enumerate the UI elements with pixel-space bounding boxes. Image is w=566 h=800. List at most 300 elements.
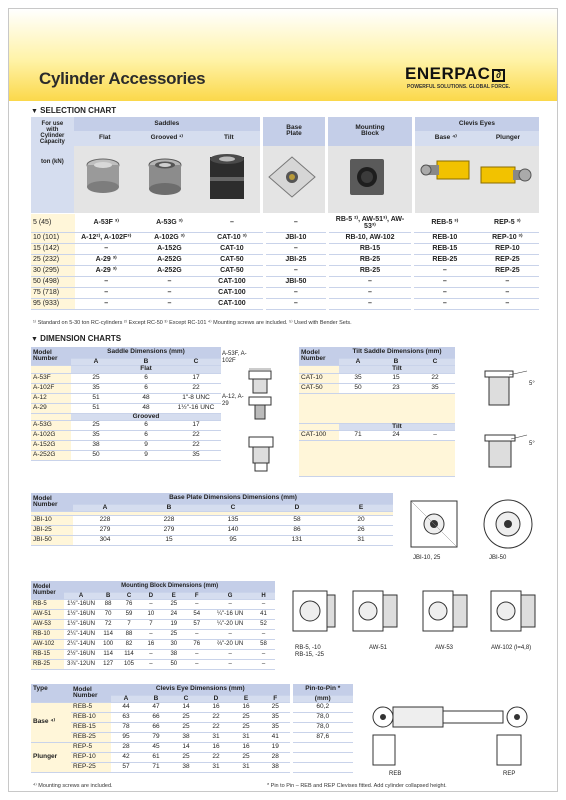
value-cell: – <box>252 629 275 639</box>
selection-cell: – <box>138 287 201 298</box>
value-cell: 35 <box>261 713 291 723</box>
value-cell: 23 <box>377 383 415 393</box>
table-row <box>31 421 221 431</box>
selection-table <box>31 117 539 213</box>
base-plate-dim-title: Base Plate Dimensions Dimensions (mm) <box>73 493 393 504</box>
value-cell: 2½"-16UN <box>64 649 97 659</box>
table-row <box>299 431 455 441</box>
mounting-rb-label-line: RB-5, -10 <box>295 645 321 651</box>
value-cell: 24 <box>377 431 415 441</box>
table-row <box>31 723 353 733</box>
value-cell: 131 <box>265 536 329 546</box>
model-cell: A-29 <box>31 403 71 413</box>
value-cell: 88 <box>98 599 119 609</box>
selection-cell: A-152G <box>138 243 201 254</box>
model-number-head: Model Number <box>31 581 64 599</box>
value-cell: – <box>139 629 162 639</box>
model-cell: A-53F <box>31 373 71 383</box>
selection-cell: CAT-10 ³⁾ <box>201 232 264 243</box>
value-cell: – <box>252 599 275 609</box>
table-row <box>299 373 455 383</box>
col-head: B <box>121 358 171 366</box>
selection-cell: – <box>412 287 475 298</box>
selection-cell: – <box>138 276 201 287</box>
model-cell: A-12 <box>31 393 71 403</box>
value-cell: 304 <box>73 536 137 546</box>
pin-unit-head: (mm) <box>291 695 353 703</box>
value-cell: 2¼"-14UN <box>64 639 97 649</box>
selection-cell: – <box>412 298 475 309</box>
value-cell: 76 <box>185 639 208 649</box>
table-row <box>31 713 353 723</box>
value-cell: 86 <box>265 526 329 536</box>
col-head: B <box>137 504 201 512</box>
value-cell: 22 <box>171 431 221 441</box>
table-row <box>31 753 353 763</box>
model-cell: CAT-10 <box>299 373 339 383</box>
selection-cell: – <box>264 243 327 254</box>
selection-cell: CAT-10 <box>201 243 264 254</box>
value-cell: 61 <box>141 753 171 763</box>
clevis-reb-label: REB <box>389 771 402 777</box>
flat-head: Flat <box>74 131 136 145</box>
mounting-aw53-label: AW-53 <box>435 645 454 651</box>
capacity-head-line: with <box>46 127 59 133</box>
threaded-saddle-drawing <box>245 393 277 423</box>
table-row <box>31 609 275 619</box>
value-cell: 58 <box>252 639 275 649</box>
tilt-subhead: Tilt <box>339 366 455 374</box>
value-cell: 25 <box>171 713 201 723</box>
value-cell: 31 <box>201 763 231 773</box>
value-cell: 19 <box>162 619 185 629</box>
value-cell: 10 <box>139 609 162 619</box>
value-cell: 7 <box>139 619 162 629</box>
model-cell: A-152G <box>31 441 71 451</box>
selection-cell: – <box>75 287 138 298</box>
model-cell: A-252G <box>31 451 71 461</box>
value-cell: 35 <box>261 723 291 733</box>
clevis-footnote-left: ⁴⁾ Mounting screws are included. <box>33 783 113 789</box>
value-cell: 48 <box>121 393 171 403</box>
value-cell: 114 <box>98 649 119 659</box>
capacity-cell: 30 (295) <box>31 265 75 276</box>
value-cell: 71 <box>141 763 171 773</box>
model-number-head: Model Number <box>31 347 71 366</box>
capacity-cell: 25 (232) <box>31 254 75 265</box>
selection-cell: CAT-100 <box>201 276 264 287</box>
capacity-head-unit: ton (kN) <box>41 159 64 165</box>
selection-cell: – <box>476 298 539 309</box>
selection-cell: CAT-50 <box>201 254 264 265</box>
selection-cell: – <box>264 265 327 276</box>
mounting-block-rb-drawing <box>289 585 339 641</box>
value-cell: 25 <box>71 421 121 431</box>
value-cell: 88 <box>119 629 140 639</box>
value-cell: 63 <box>111 713 141 723</box>
grooved-saddle-photo <box>136 146 198 213</box>
selection-cell: A-252G <box>138 254 201 265</box>
capacity-cell: 95 (933) <box>31 298 75 309</box>
col-head: C <box>415 358 455 366</box>
base-plate-drawing-large <box>477 495 539 555</box>
mounting-block-aw53-drawing <box>419 585 473 641</box>
value-cell: 15 <box>137 536 201 546</box>
col-head: A <box>71 358 121 366</box>
model-cell: REP-10 <box>71 753 111 763</box>
value-cell: 20 <box>329 516 393 526</box>
col-head: E <box>231 695 261 703</box>
selection-cell: RB-25 <box>327 265 412 276</box>
selection-rows <box>31 214 539 310</box>
value-cell: 31 <box>329 536 393 546</box>
value-cell: 38 <box>71 441 121 451</box>
model-number-head: Model Number <box>31 493 73 512</box>
value-cell: 82 <box>119 639 140 649</box>
flat-saddle-photo <box>74 146 136 213</box>
model-cell: JBI-50 <box>31 536 73 546</box>
col-head: A <box>64 592 97 599</box>
base-plate-head <box>261 117 326 146</box>
value-cell: 279 <box>73 526 137 536</box>
table-row <box>31 431 221 441</box>
clevis-footnote-right: * Pin to Pin – REB and REP Clevises fitted. Add cylinder collapsed height. <box>267 783 447 789</box>
selection-cell: REB-15 <box>412 243 475 254</box>
selection-cell: RB-25 <box>327 254 412 265</box>
model-cell: REB-5 <box>71 703 111 713</box>
value-cell: 38 <box>162 649 185 659</box>
value-cell: 1½"-16UN <box>64 599 97 609</box>
value-cell: 25 <box>162 599 185 609</box>
model-number-head: Model Number <box>71 684 111 703</box>
value-cell: 1½"-16UN <box>64 619 97 629</box>
model-cell: A-53G <box>31 421 71 431</box>
value-cell: 44 <box>111 703 141 713</box>
base-plate-large-label: JBI-50 <box>489 555 507 561</box>
value-cell: 48 <box>121 403 171 413</box>
model-cell: REP-5 <box>71 743 111 753</box>
col-head: F <box>261 695 291 703</box>
brand-name: ENERPAC <box>405 64 491 83</box>
col-head: C <box>171 695 201 703</box>
model-cell: RB-25 <box>31 659 64 669</box>
enerpac-logo <box>405 64 505 84</box>
col-head: A <box>73 504 137 512</box>
value-cell: 16 <box>231 703 261 713</box>
value-cell: 35 <box>71 431 121 441</box>
selection-cell: A-29 ³⁾ <box>75 265 138 276</box>
value-cell: 35 <box>171 451 221 461</box>
value-cell: – <box>185 649 208 659</box>
selection-cell: RB-5 ²⁾, AW-51³⁾, AW-53³⁾ <box>327 214 412 232</box>
selection-cell: REB-5 ³⁾ <box>412 214 475 232</box>
clevis-eye-dimension-table <box>31 684 353 773</box>
selection-cell: A-53G ³⁾ <box>138 214 201 232</box>
selection-cell: – <box>264 298 327 309</box>
value-cell: – <box>415 431 455 441</box>
pin-cell: 78,0 <box>291 713 353 723</box>
mounting-block-photo <box>327 146 414 213</box>
mounting-block-head-line: Mounting <box>355 123 385 131</box>
selection-cell: RB-10, AW-102 <box>327 232 412 243</box>
value-cell: 228 <box>137 516 201 526</box>
clevis-eyes-head: Clevis Eyes <box>413 117 539 131</box>
selection-cell: – <box>75 298 138 309</box>
capacity-cell: 75 (718) <box>31 287 75 298</box>
value-cell: 28 <box>111 743 141 753</box>
type-cell: Base ⁴⁾ <box>31 703 71 743</box>
value-cell: 42 <box>111 753 141 763</box>
table-row <box>31 403 221 413</box>
value-cell: 9 <box>121 441 171 451</box>
value-cell: – <box>252 649 275 659</box>
grooved-head: Grooved ¹⁾ <box>136 131 198 145</box>
value-cell: 38 <box>171 733 201 743</box>
value-cell: 114 <box>119 649 140 659</box>
col-head: A <box>339 358 377 366</box>
value-cell: 51 <box>71 393 121 403</box>
value-cell: 22 <box>201 753 231 763</box>
value-cell: 22 <box>171 383 221 393</box>
selection-cell: REP-5 ³⁾ <box>476 214 539 232</box>
tilt-dim-title: Tilt Saddle Dimensions (mm) <box>339 347 455 358</box>
col-head: E <box>162 592 185 599</box>
model-cell: RB-10 <box>31 629 64 639</box>
value-cell: – <box>185 659 208 669</box>
type-cell: Plunger <box>31 743 71 773</box>
value-cell: 58 <box>265 516 329 526</box>
value-cell: 50 <box>162 659 185 669</box>
type-head: Type <box>31 684 71 703</box>
value-cell: – <box>185 599 208 609</box>
value-cell: – <box>208 629 252 639</box>
col-head: F <box>185 592 208 599</box>
value-cell: 105 <box>119 659 140 669</box>
model-cell: RB-5 <box>31 599 64 609</box>
value-cell: 52 <box>252 619 275 629</box>
value-cell: 14 <box>171 743 201 753</box>
value-cell: 127 <box>98 659 119 669</box>
table-row <box>31 659 275 669</box>
model-cell: JBI-25 <box>31 526 73 536</box>
col-head: C <box>171 358 221 366</box>
table-row <box>31 383 221 393</box>
selection-cell: RB-15 <box>327 243 412 254</box>
value-cell: 72 <box>98 619 119 629</box>
value-cell: ¼"-20 UN <box>208 619 252 629</box>
pin-cell: 87,6 <box>291 733 353 743</box>
value-cell: 1"-8 UNC <box>171 393 221 403</box>
col-head: D <box>265 504 329 512</box>
table-row <box>31 743 353 753</box>
selection-cell: REP-25 <box>476 265 539 276</box>
tilt-saddle-photo <box>198 146 262 213</box>
page-header <box>9 9 557 101</box>
selection-cell: CAT-50 <box>201 265 264 276</box>
selection-row <box>31 254 539 265</box>
selection-cell: REP-25 <box>476 254 539 265</box>
page-frame <box>8 8 558 792</box>
value-cell: 22 <box>201 723 231 733</box>
model-cell: REB-10 <box>71 713 111 723</box>
col-head: E <box>329 504 393 512</box>
value-cell: 22 <box>201 713 231 723</box>
value-cell: – <box>139 599 162 609</box>
pin-cell: 60,2 <box>291 703 353 713</box>
value-cell: 1½"-16 UNC <box>171 403 221 413</box>
selection-cell: – <box>327 298 412 309</box>
table-row <box>31 441 221 451</box>
value-cell: 16 <box>201 743 231 753</box>
mounting-block-aw51-drawing <box>349 585 403 641</box>
dimension-heading-text: DIMENSION CHARTS <box>40 334 122 343</box>
capacity-cell: 15 (142) <box>31 243 75 254</box>
selection-cell: JBI-10 <box>264 232 327 243</box>
value-cell: 76 <box>119 599 140 609</box>
grooved-saddle-drawing <box>241 433 279 475</box>
value-cell: 66 <box>141 713 171 723</box>
saddle-dim-title: Saddle Dimensions (mm) <box>71 347 221 358</box>
model-cell: AW-102 <box>31 639 64 649</box>
value-cell: 140 <box>201 526 265 536</box>
value-cell: 31 <box>231 763 261 773</box>
brand-tagline: POWERFUL SOLUTIONS. GLOBAL FORCE. <box>407 84 511 90</box>
value-cell: 22 <box>171 441 221 451</box>
capacity-head <box>31 117 74 213</box>
tilt-angle-label: 5° <box>529 381 535 387</box>
table-row <box>31 703 353 713</box>
selection-row <box>31 214 539 232</box>
value-cell: 45 <box>141 743 171 753</box>
value-cell: 71 <box>339 431 377 441</box>
selection-cell: – <box>264 287 327 298</box>
clevis-plunger-photo <box>477 146 539 213</box>
tilt-dimension-table <box>299 347 455 477</box>
triangle-down-icon: ▼ <box>31 108 38 115</box>
table-row <box>299 383 455 393</box>
value-cell: 41 <box>252 609 275 619</box>
saddle-threaded-label: A-12, A-29 <box>222 394 244 407</box>
table-row <box>31 733 353 743</box>
value-cell: 54 <box>185 609 208 619</box>
table-row <box>31 619 275 629</box>
selection-cell: JBI-25 <box>264 254 327 265</box>
capacity-head-line: Capacity <box>39 139 65 145</box>
capacity-cell: 10 (101) <box>31 232 75 243</box>
value-cell: 135 <box>201 516 265 526</box>
selection-cell: – <box>264 214 327 232</box>
tilt-head: Tilt <box>198 131 262 145</box>
selection-cell: REP-10 ³⁾ <box>476 232 539 243</box>
table-row <box>31 629 275 639</box>
value-cell: ¼"-16 UN <box>208 609 252 619</box>
selection-cell: A-53F ³⁾ <box>75 214 138 232</box>
value-cell: 25 <box>171 753 201 763</box>
mounting-block-head-line: Block <box>361 130 379 138</box>
value-cell: 31 <box>231 733 261 743</box>
value-cell: 31 <box>201 733 231 743</box>
col-head: C <box>201 504 265 512</box>
mounting-rb-label-line: RB-15, -25 <box>295 651 325 658</box>
page-title: Cylinder Accessories <box>39 69 206 88</box>
value-cell: 25 <box>162 629 185 639</box>
flat-subhead: Flat <box>71 366 221 374</box>
selection-row <box>31 287 539 298</box>
selection-cell: JBI-50 <box>264 276 327 287</box>
model-cell: A-102G <box>31 431 71 441</box>
model-cell: AW-53 <box>31 619 64 629</box>
value-cell: 25 <box>231 713 261 723</box>
selection-cell: A-102G ³⁾ <box>138 232 201 243</box>
tilt-angle-label: 5° <box>529 441 535 447</box>
value-cell: 25 <box>71 373 121 383</box>
value-cell: 35 <box>415 383 455 393</box>
col-head: H <box>252 592 275 599</box>
value-cell: 16 <box>231 743 261 753</box>
value-cell: 1½"-16UN <box>64 609 97 619</box>
pin-cell: 78,0 <box>291 723 353 733</box>
selection-cell: – <box>327 287 412 298</box>
triangle-down-icon: ▼ <box>31 336 38 343</box>
model-cell: REB-15 <box>71 723 111 733</box>
selection-cell: A-29 ³⁾ <box>75 254 138 265</box>
selection-cell: REB-10 <box>412 232 475 243</box>
value-cell: 35 <box>71 383 121 393</box>
table-row <box>31 763 353 773</box>
selection-cell: – <box>75 243 138 254</box>
value-cell: 50 <box>339 383 377 393</box>
value-cell: 26 <box>329 526 393 536</box>
pin-cell <box>291 763 353 773</box>
model-cell: A-102F <box>31 383 71 393</box>
value-cell: 57 <box>185 619 208 629</box>
table-row <box>31 526 393 536</box>
model-cell: CAT-50 <box>299 383 339 393</box>
value-cell: 38 <box>261 763 291 773</box>
base-plate-drawing-small <box>405 495 465 555</box>
model-cell: REP-25 <box>71 763 111 773</box>
value-cell: 22 <box>415 373 455 383</box>
base-plate-photo <box>261 146 326 213</box>
selection-cell: REB-25 <box>412 254 475 265</box>
selection-cell: – <box>476 287 539 298</box>
col-head: B <box>377 358 415 366</box>
clevis-eye-drawing <box>367 691 543 771</box>
value-cell: ⅔"-20 UN <box>208 639 252 649</box>
table-row <box>31 393 221 403</box>
model-cell: CAT-100 <box>299 431 339 441</box>
selection-row <box>31 243 539 254</box>
value-cell: 51 <box>71 403 121 413</box>
value-cell: – <box>208 659 252 669</box>
selection-row <box>31 232 539 243</box>
value-cell: 70 <box>98 609 119 619</box>
col-head: B <box>98 592 119 599</box>
model-cell: REB-25 <box>71 733 111 743</box>
table-row <box>31 599 275 609</box>
value-cell: 6 <box>121 373 171 383</box>
capacity-cell: 5 (45) <box>31 214 75 232</box>
mounting-rb-label <box>295 645 324 658</box>
pin-cell <box>291 753 353 763</box>
selection-cell: REP-10 <box>476 243 539 254</box>
value-cell: 59 <box>119 609 140 619</box>
model-number-head: Model Number <box>299 347 339 366</box>
selection-cell: – <box>327 276 412 287</box>
value-cell: 25 <box>171 723 201 733</box>
col-head: C <box>119 592 140 599</box>
value-cell: – <box>139 659 162 669</box>
